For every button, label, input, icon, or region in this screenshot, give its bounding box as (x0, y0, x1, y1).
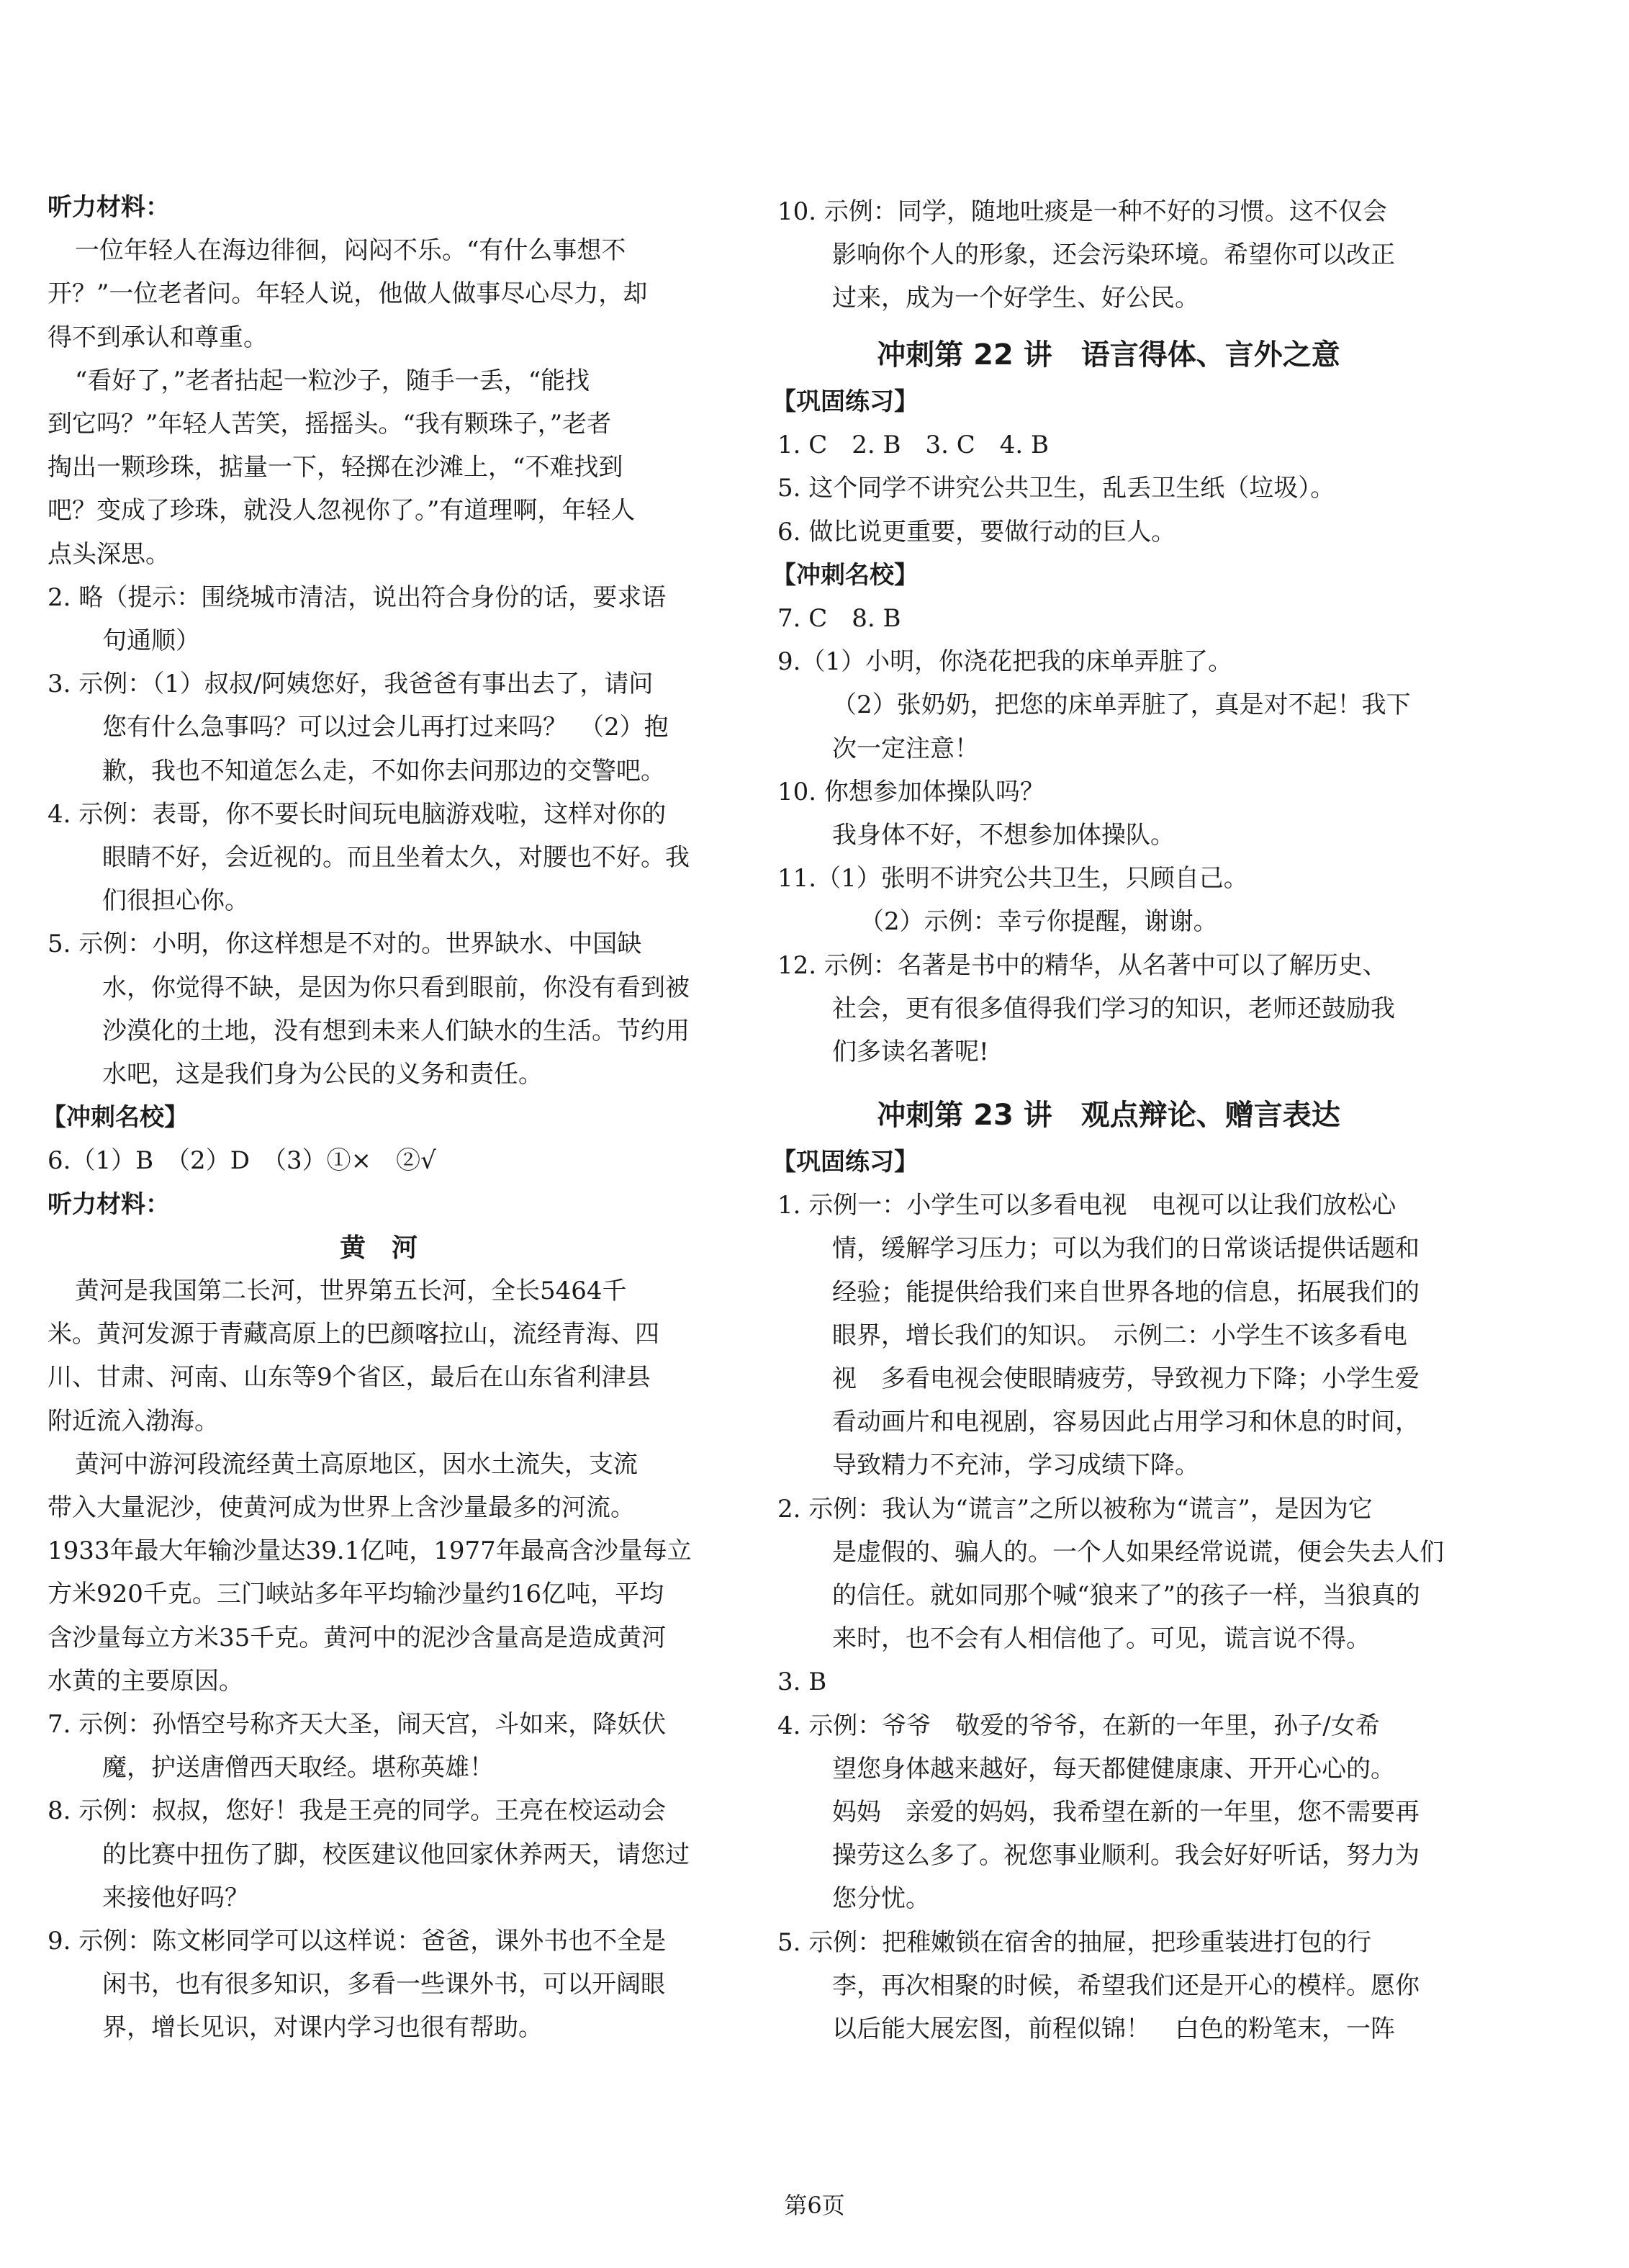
answer-line: 水吧，这是我们身为公民的义务和责任。 (102, 1060, 543, 1089)
answer-line: 3. 示例：（1）叔叔/阿姨您好，我爸爸有事出去了，请问 (48, 670, 654, 699)
answer-line: 们很担心你。 (102, 886, 249, 916)
answer-line: 9. 示例：陈文彬同学可以这样说：爸爸，课外书也不全是 (48, 1927, 667, 1956)
answer-line: 10. 你想参加体操队吗？ (777, 777, 1044, 806)
listening-text-line: 水黄的主要原因。 (48, 1666, 243, 1696)
answer-line: 过来，成为一个好学生、好公民。 (832, 284, 1199, 313)
answer-line: 眼界，增长我们的知识。 示例二：小学生不该多看电 (832, 1320, 1407, 1350)
answer-line: 妈妈 亲爱的妈妈，我希望在新的一年里，您不需要再 (832, 1798, 1420, 1827)
answer-line: 导致精力不充沛，学习成绩下降。 (832, 1451, 1199, 1480)
answer-line: 7. C 8. B (777, 604, 901, 633)
answer-line: 情，缓解学习压力；可以为我们的日常谈话提供话题和 (832, 1234, 1420, 1264)
answer-line: （2）张奶奶，把您的床单弄脏了，真是对不起！我下 (832, 690, 1411, 720)
answer-line: 看动画片和电视剧，容易因此占用学习和休息的时间， (832, 1408, 1420, 1437)
page-number: 第6页 (784, 2192, 845, 2219)
answer-line: 4. 示例：爷爷 敬爱的爷爷，在新的一年里，孙子/女希 (777, 1711, 1380, 1740)
answer-line: 5. 示例：把稚嫩锁在宿舍的抽屉，把珍重装进打包的行 (777, 1927, 1372, 1957)
listening-text-line: 开？”一位老者问。年轻人说，他做人做事尽心尽力，却 (48, 279, 648, 309)
listening-text-line: 带入大量泥沙，使黄河成为世界上含沙量最多的河流。 (48, 1493, 635, 1522)
listening-text-line: 得不到承认和尊重。 (48, 323, 268, 352)
listening-text-line: 米。黄河发源于青藏高原上的巴颜喀拉山，流经青海、四 (48, 1320, 659, 1349)
answer-line: 您分忧。 (832, 1884, 930, 1914)
answer-line: 的信任。就如同那个喊“狼来了”的孩子一样，当狼真的 (832, 1581, 1420, 1610)
passage-title: 黄 河 (339, 1232, 418, 1263)
answer-line: 来时，也不会有人相信他了。可见，谎言说不得。 (832, 1624, 1371, 1654)
answer-line: 6. 做比说更重要，要做行动的巨人。 (777, 517, 1176, 546)
listening-text-line: 到它吗？”年轻人苦笑，摇摇头。“我有颗珠子，”老者 (48, 410, 612, 438)
answer-line: 2. 略（提示：围绕城市清洁，说出符合身份的话，要求语 (48, 582, 667, 612)
lecture-heading: 冲刺第 23 讲 观点辩论、赠言表达 (877, 1099, 1340, 1132)
left-column (42, 0, 710, 2160)
answer-line: 来接他好吗？ (102, 1883, 249, 1912)
listening-text-line: 方米920千克。三门峡站多年平均输沙量约16亿吨，平均 (48, 1580, 664, 1609)
answer-line: 1. 示例一：小学生可以多看电视 电视可以让我们放松心 (777, 1191, 1396, 1220)
section-label: 【冲刺名校】 (772, 560, 919, 590)
listening-label: 听力材料： (48, 1189, 170, 1219)
answer-line: 经验；能提供给我们来自世界各地的信息，拓展我们的 (832, 1277, 1420, 1307)
listening-text-line: 吧？变成了珍珠，就没人忽视你了。”有道理啊，年轻人 (48, 496, 636, 526)
answer-line: 5. 这个同学不讲究公共卫生，乱丢卫生纸（垃圾）。 (777, 474, 1335, 503)
section-label: 【冲刺名校】 (42, 1103, 189, 1133)
answer-line: 句通顺） (102, 626, 200, 655)
answer-line: 沙漠化的土地，没有想到未来人们缺水的生活。节约用 (102, 1016, 690, 1045)
listening-text-line: 川、甘肃、河南、山东等9个省区，最后在山东省利津县 (48, 1363, 651, 1392)
right-column (772, 0, 1444, 2160)
answer-line: 是虚假的、骗人的。一个人如果经常说谎，便会失去人们 (832, 1537, 1444, 1567)
answer-line: 李，再次相聚的时候，希望我们还是开心的模样。愿你 (832, 1971, 1420, 2000)
answer-line: 以后能大展宏图，前程似锦！ 白色的粉笔末，一阵 (832, 2015, 1395, 2043)
section-label: 【巩固练习】 (772, 387, 919, 416)
answer-line: 眼睛不好，会近视的。而且坐着太久，对腰也不好。我 (102, 843, 690, 872)
answer-line: （2）示例：幸亏你提醒，谢谢。 (859, 907, 1218, 937)
answer-line: 11.（1）张明不讲究公共卫生，只顾自己。 (777, 864, 1248, 894)
answer-line: 5. 示例：小明，你这样想是不对的。世界缺水、中国缺 (48, 930, 642, 959)
answer-line: 您有什么急事吗？可以过会儿再打过来吗？ （2）抱 (102, 713, 669, 742)
answer-line: 界，增长见识，对课内学习也很有帮助。 (102, 2013, 543, 2043)
listening-text-line: 附近流入渤海。 (48, 1406, 219, 1436)
listening-text-line: 点头深思。 (48, 539, 170, 569)
answer-line: 闲书，也有很多知识，多看一些课外书，可以开阔眼 (102, 1970, 665, 1999)
answer-line: 社会，更有很多值得我们学习的知识，老师还鼓励我 (832, 994, 1395, 1023)
answer-line: 水，你觉得不缺，是因为你只看到眼前，你没有看到被 (102, 973, 690, 1002)
answer-line: 2. 示例：我认为“谎言”之所以被称为“谎言”，是因为它 (777, 1494, 1373, 1524)
answer-line: 6.（1）B （2）D （3）①× ②√ (48, 1146, 436, 1176)
answer-line: 操劳这么多了。祝您事业顺利。我会好好听话，努力为 (832, 1841, 1420, 1871)
lecture-heading: 冲刺第 22 讲 语言得体、言外之意 (877, 338, 1340, 372)
answer-line: 望您身体越来越好，每天都健健康康、开开心心的。 (832, 1754, 1395, 1783)
listening-text-line: 含沙量每立方米35千克。黄河中的泥沙含量高是造成黄河 (48, 1623, 667, 1652)
answer-line: 视 多看电视会使眼睛疲劳，导致视力下降；小学生爱 (832, 1364, 1420, 1393)
answer-line: 7. 示例：孙悟空号称齐天大圣，闹天宫，斗如来，降妖伏 (48, 1710, 667, 1739)
listening-text-line: 黄河中游河段流经黄土高原地区，因水土流失，支流 (75, 1449, 638, 1479)
listening-text-line: 1933年最大年输沙量达39.1亿吨，1977年最高含沙量每立 (48, 1536, 692, 1566)
answer-line: 次一定注意！ (832, 734, 979, 763)
answer-line: 歉，我也不知道怎么走，不如你去问那边的交警吧。 (102, 756, 665, 786)
answer-line: 的比赛中扭伤了脚，校医建议他回家休养两天，请您过 (102, 1840, 690, 1869)
listening-label: 听力材料： (48, 193, 170, 222)
listening-text-line: 黄河是我国第二长河，世界第五长河，全长5464千 (75, 1277, 627, 1305)
answer-line: 们多读名著呢! (832, 1038, 989, 1066)
listening-text-line: 掏出一颗珍珠，掂量一下，轻掷在沙滩上，“不难找到 (48, 453, 623, 482)
answer-line: 12. 示例：名著是书中的精华，从名著中可以了解历史、 (777, 950, 1387, 980)
answer-line: 10. 示例：同学，随地吐痰是一种不好的习惯。这不仅会 (777, 197, 1387, 226)
answer-line: 1. C 2. B 3. C 4. B (777, 431, 1049, 460)
listening-text-line: “看好了，”老者拈起一粒沙子，随手一丢，“能找 (75, 366, 590, 395)
section-label: 【巩固练习】 (772, 1148, 919, 1176)
answer-line: 影响你个人的形象，还会污染环境。希望你可以改正 (832, 240, 1395, 270)
answer-line: 魔，护送唐僧西天取经。堪称英雄！ (102, 1753, 494, 1783)
answer-line: 4. 示例：表哥，你不要长时间玩电脑游戏啦，这样对你的 (48, 799, 667, 829)
listening-text-line: 一位年轻人在海边徘徊，闷闷不乐。“有什么事想不 (75, 236, 626, 266)
answer-line: 8. 示例：叔叔，您好！我是王亮的同学。王亮在校运动会 (48, 1796, 667, 1826)
answer-line: 9.（1）小明，你浇花把我的床单弄脏了。 (777, 647, 1233, 677)
answer-line: 3. B (777, 1668, 827, 1697)
answer-line: 我身体不好，不想参加体操队。 (832, 821, 1175, 850)
